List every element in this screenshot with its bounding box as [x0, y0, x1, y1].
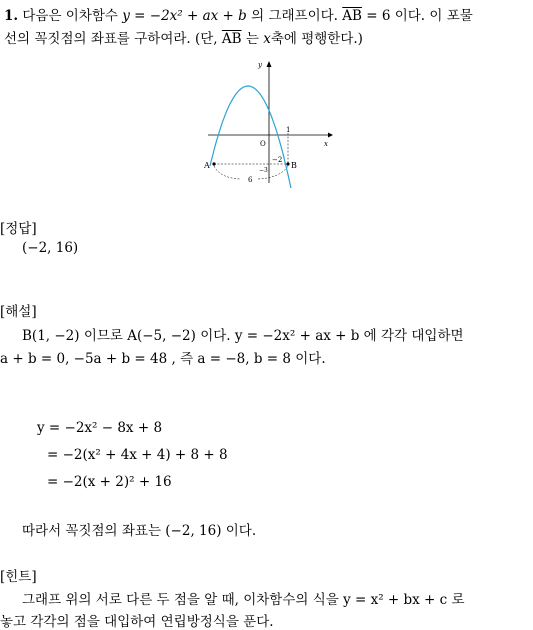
length-6-label: 6 — [248, 176, 253, 184]
solution-eq-3: = −2(x + 2)² + 16 — [47, 474, 172, 490]
solution-eq-1: y = −2x² − 8x + 8 — [37, 420, 163, 436]
x-axis-label: x — [324, 140, 328, 148]
hint-heading: [힌트] — [0, 569, 37, 585]
problem-text-2a: 선의 꼭짓점의 좌표를 구하여라. (단, — [4, 31, 218, 47]
point-a-dot — [212, 162, 215, 165]
tick-1-label: 1 — [286, 126, 291, 134]
hint-line-2: 놓고 각각의 점을 대입하여 연립방정식을 푼다. — [0, 614, 274, 630]
segment-ab-1: $\overline{AB}$ — [342, 8, 362, 24]
y-axis-label: y — [258, 61, 262, 69]
tick-minus2-label: −2 — [272, 156, 283, 164]
solution-eq-2: = −2(x² + 4x + 4) + 8 + 8 — [47, 447, 228, 463]
problem-number: 1. — [4, 8, 19, 24]
problem-line-1 — [4, 4, 473, 24]
point-a-label: A — [204, 161, 210, 170]
problem-text-1a: 다음은 이차함수 — [22, 8, 118, 24]
point-b-dot — [286, 162, 289, 165]
problem-equation: y = −2x² + ax + b — [122, 8, 247, 24]
parabola-graph — [200, 58, 335, 188]
point-b-label: B — [291, 161, 297, 170]
problem-line-2 — [4, 27, 363, 47]
segment-ab-2: $\overline{AB}$ — [221, 31, 242, 47]
tick-minus3-label: −3 — [259, 167, 268, 174]
solution-line-2: a + b = 0, −5a + b = 48 , 즉 a = −8, b = 8 이다. — [0, 351, 326, 367]
hint-line-1: 그래프 위의 서로 다른 두 점을 알 때, 이차함수의 식을 y = x² + bx + c 로 — [22, 592, 465, 608]
problem-x-var: x — [263, 31, 271, 47]
solution-conclusion: 따라서 꼭짓점의 좌표는 (−2, 16) 이다. — [22, 523, 257, 539]
x-axis-arrow — [328, 133, 333, 138]
answer-value: (−2, 16) — [22, 240, 79, 256]
y-axis-arrow — [267, 61, 272, 67]
problem-text-2b: 는 — [245, 31, 259, 47]
solution-heading: [해설] — [0, 304, 37, 320]
problem-text-1c: = 6 이다. 이 포물 — [366, 8, 473, 24]
parabola-curve — [210, 86, 296, 188]
answer-heading: [정답] — [0, 221, 37, 237]
origin-label: O — [260, 140, 266, 148]
problem-text-1b: 의 그래프이다. — [251, 8, 338, 24]
solution-line-1: B(1, −2) 이므로 A(−5, −2) 이다. y = −2x² + ax + b 에 각각 대입하면 — [22, 328, 464, 344]
problem-text-2c: 축에 평행한다.) — [270, 31, 363, 47]
